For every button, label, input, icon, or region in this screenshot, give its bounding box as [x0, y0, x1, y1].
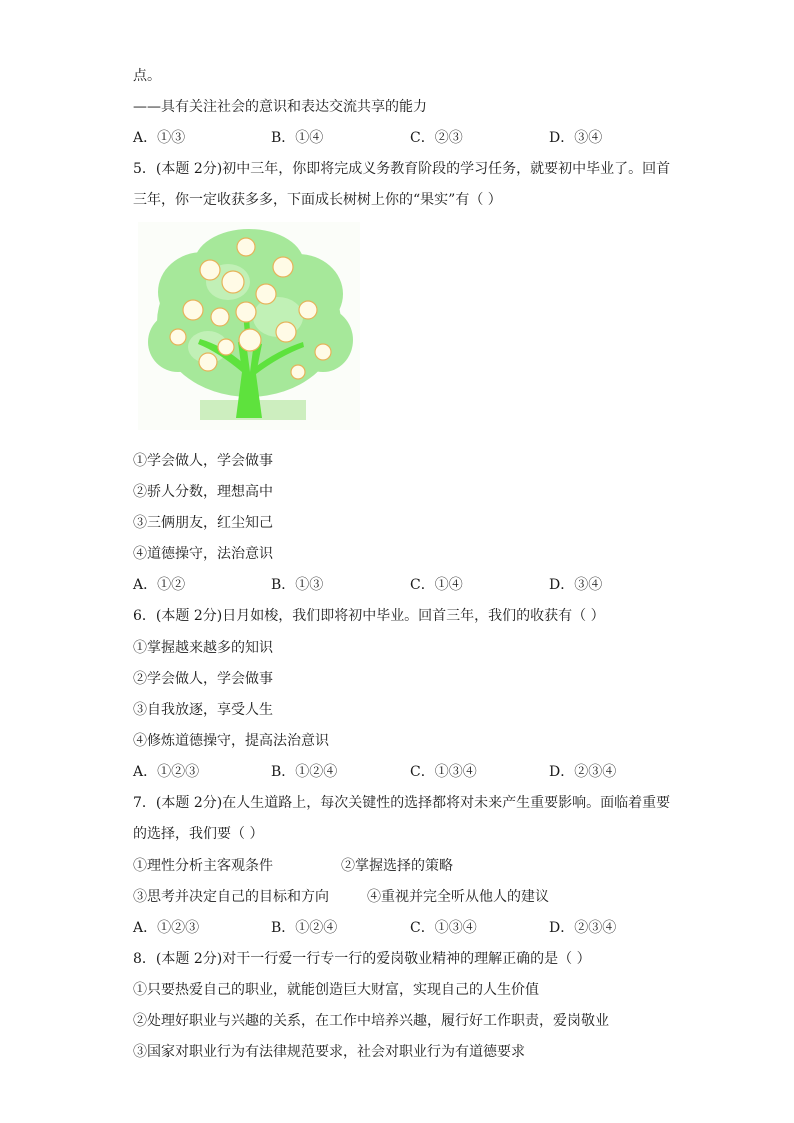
q5-item: ①学会做人，学会做事	[133, 453, 273, 469]
q8-item: ③国家对职业行为有法律规范要求，社会对职业行为有道德要求	[133, 1044, 525, 1060]
q8-stem: 8．(本题 2分)对干一行爱一行专一行的爱岗敬业精神的理解正确的是（ ）	[133, 951, 591, 967]
q5-options	[133, 575, 693, 595]
option-a[interactable]: A．①②	[133, 577, 186, 593]
q5-item: ②骄人分数，理想高中	[133, 484, 273, 500]
q8-item: ②处理好职业与兴趣的关系，在工作中培养兴趣，履行好工作职责，爱岗敬业	[133, 1013, 609, 1029]
option-d[interactable]: D．③④	[549, 130, 603, 146]
option-b[interactable]: B．①②④	[271, 920, 338, 936]
q7-item: ①理性分析主客观条件	[133, 858, 273, 874]
text-line: 点。	[133, 68, 161, 84]
q7-stem: 7．(本题 2分)在人生道路上，每次关键性的选择都将对未来产生重要影响。面临着重要	[133, 795, 671, 811]
option-a[interactable]: A．①②③	[133, 920, 200, 936]
option-b[interactable]: B．①④	[271, 130, 324, 146]
q6-item: ④修炼道德操守，提高法治意识	[133, 733, 329, 749]
q7-item: ④重视并完全听从他人的建议	[367, 889, 549, 905]
q6-options	[133, 762, 693, 782]
q7-item: ②掌握选择的策略	[341, 858, 453, 874]
option-d[interactable]: D．③④	[549, 577, 603, 593]
q5-item: ③三俩朋友，红尘知己	[133, 515, 273, 531]
q7-stem: 的选择，我们要（ ）	[133, 826, 264, 842]
q6-item: ①掌握越来越多的知识	[133, 640, 273, 656]
q5-stem: 5．(本题 2分)初中三年，你即将完成义务教育阶段的学习任务，就要初中毕业了。回首	[133, 161, 671, 177]
option-c[interactable]: C．①③④	[410, 764, 477, 780]
option-c[interactable]: C．②③	[410, 130, 463, 146]
q7-item: ③思考并决定自己的目标和方向	[133, 889, 329, 905]
q8-item: ①只要热爱自己的职业，就能创造巨大财富，实现自己的人生价值	[133, 982, 539, 998]
q6-stem: 6．(本题 2分)日月如梭，我们即将初中毕业。回首三年，我们的收获有（ ）	[133, 608, 605, 624]
option-b[interactable]: B．①③	[271, 577, 324, 593]
growth-tree-illustration	[138, 222, 360, 430]
q5-item: ④道德操守，法治意识	[133, 546, 273, 562]
q7-options	[133, 918, 693, 938]
option-a[interactable]: A．①③	[133, 130, 186, 146]
option-d[interactable]: D．②③④	[549, 764, 617, 780]
option-d[interactable]: D．②③④	[549, 920, 617, 936]
option-c[interactable]: C．①④	[410, 577, 463, 593]
q6-item: ③自我放逐，享受人生	[133, 702, 273, 718]
q4-options	[133, 128, 693, 148]
option-c[interactable]: C．①③④	[410, 920, 477, 936]
option-b[interactable]: B．①②④	[271, 764, 338, 780]
q6-item: ②学会做人，学会做事	[133, 671, 273, 687]
q5-stem: 三年，你一定收获多多，下面成长树树上你的“果实”有（ ）	[133, 192, 502, 208]
option-a[interactable]: A．①②③	[133, 764, 200, 780]
text-line: ——具有关注社会的意识和表达交流共享的能力	[133, 99, 427, 115]
